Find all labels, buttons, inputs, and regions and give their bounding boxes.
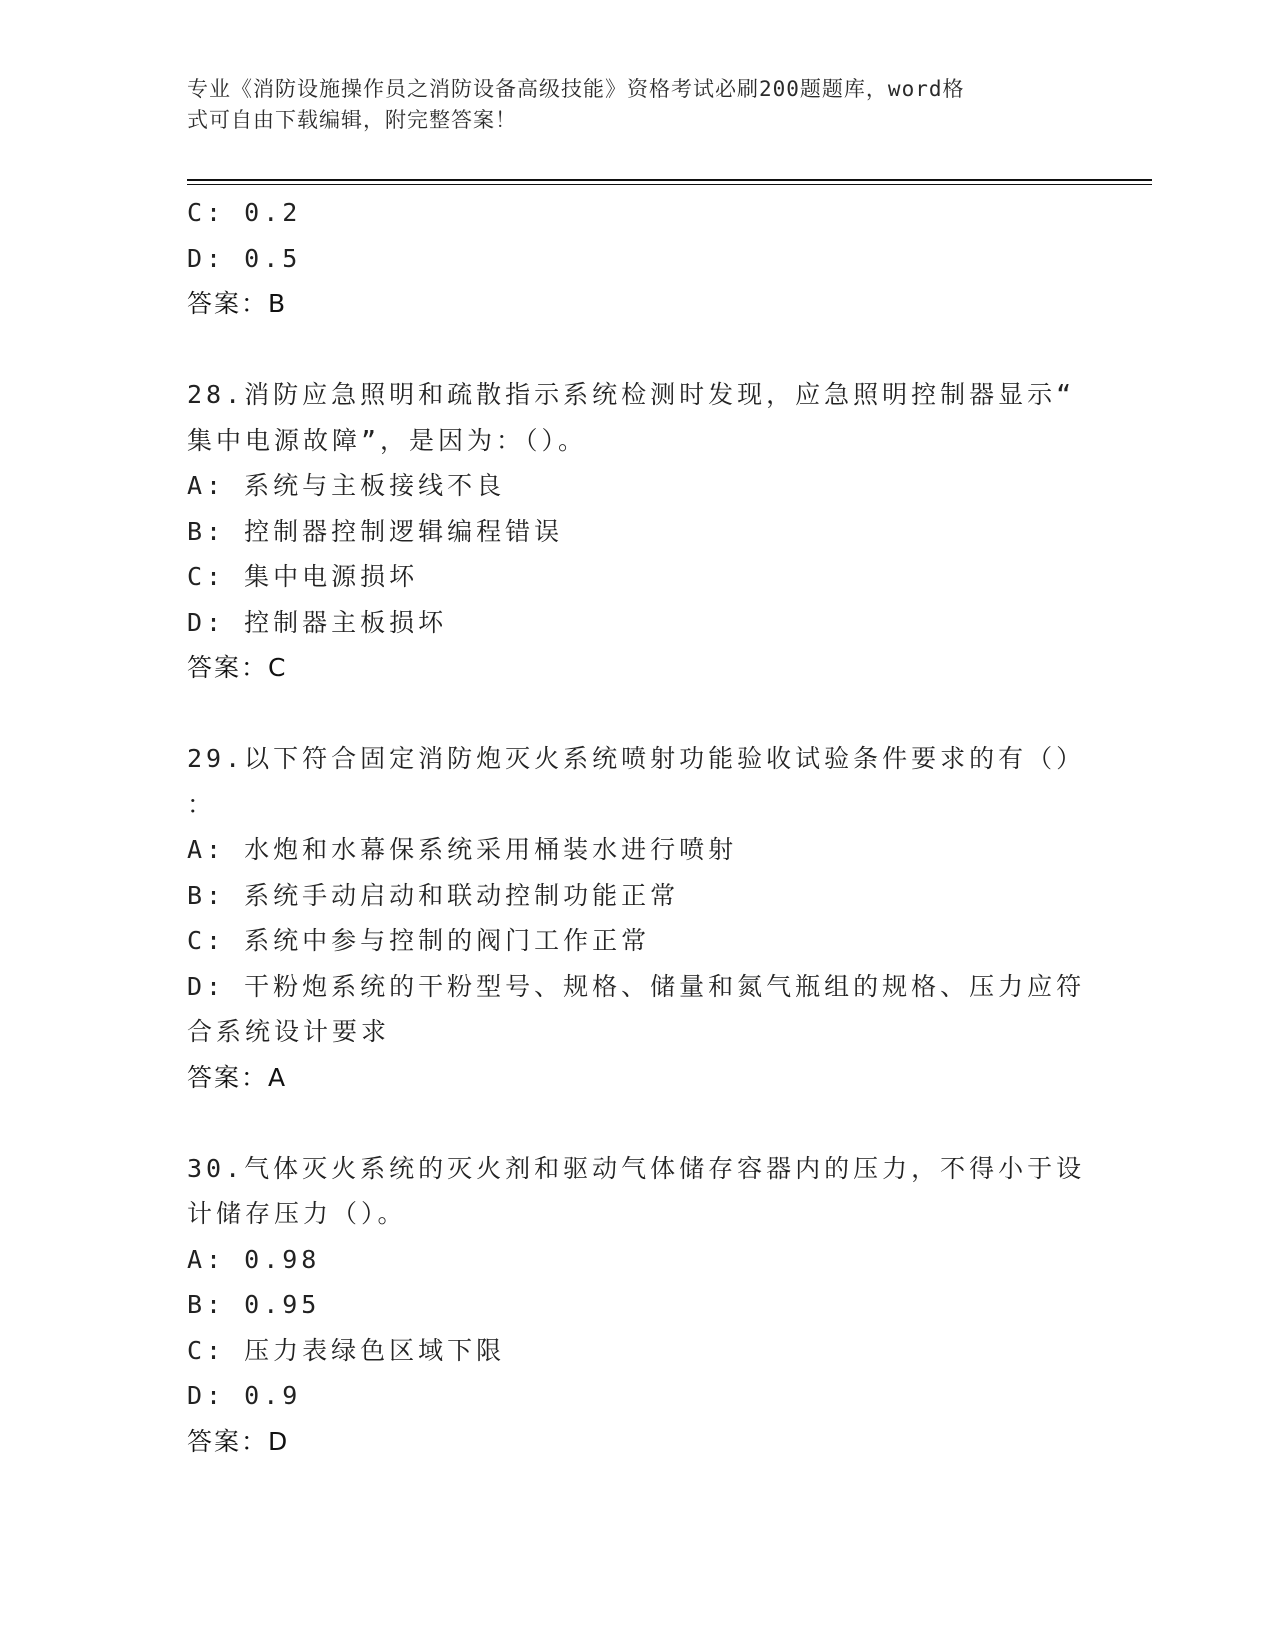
question-stem-continued: 集中电源故障”，是因为：（）。 — [187, 425, 588, 455]
question-gap — [187, 327, 1087, 373]
option-a: A: 水炮和水幕保系统采用桶装水进行喷射 — [187, 835, 738, 864]
option-b: B: 控制器控制逻辑编程错误 — [187, 516, 564, 546]
option-c: C: 系统中参与控制的阀门工作正常 — [187, 926, 651, 955]
option-d: D: 0.9 — [187, 1381, 302, 1410]
answer-line: 答案：C — [187, 653, 288, 682]
question-27-continued — [187, 190, 1087, 327]
question-gap — [187, 1100, 1087, 1146]
answer-line: 答案：D — [187, 1426, 290, 1456]
option-c: C: 集中电源损坏 — [187, 562, 419, 591]
option-a: A: 系统与主板接线不良 — [187, 471, 506, 500]
question-30 — [187, 1146, 1087, 1465]
option-d: D: 0.5 — [187, 243, 302, 273]
question-29 — [187, 736, 1087, 1100]
question-stem: 30.气体灭火系统的灭火剂和驱动气体储存容器内的压力，不得小于设 — [187, 1153, 1086, 1183]
header-divider-thin — [187, 184, 1152, 185]
option-d: D: 干粉炮系统的干粉型号、规格、储量和氮气瓶组的规格、压力应符 — [187, 971, 1086, 1001]
answer-line: 答案：B — [187, 289, 288, 318]
option-d: D: 控制器主板损坏 — [187, 607, 448, 637]
question-stem: 29.以下符合固定消防炮灭火系统喷射功能验收试验条件要求的有（） — [187, 744, 1086, 773]
option-d-continued: 合系统设计要求 — [187, 1017, 391, 1046]
answer-line: 答案：A — [187, 1062, 288, 1092]
question-list — [187, 190, 1087, 1464]
option-b: B: 系统手动启动和联动控制功能正常 — [187, 880, 680, 910]
option-c: C: 压力表绿色区域下限 — [187, 1335, 506, 1365]
option-b: B: 0.95 — [187, 1290, 321, 1319]
option-a: A: 0.98 — [187, 1244, 321, 1274]
header-line-2: 式可自由下载编辑，附完整答案！ — [187, 108, 517, 132]
document-header — [187, 74, 1067, 136]
header-divider-thick — [187, 179, 1152, 181]
question-stem: 28.消防应急照明和疏散指示系统检测时发现，应急照明控制器显示“ — [187, 380, 1076, 409]
question-stem-continued: ： — [187, 789, 217, 819]
option-c: C: 0.2 — [187, 198, 302, 227]
question-stem-continued: 计储存压力（）。 — [187, 1199, 407, 1228]
question-gap — [187, 691, 1087, 737]
header-line-1: 专业《消防设施操作员之消防设备高级技能》资格考试必刷200题题库，word格 — [187, 77, 965, 101]
question-28 — [187, 372, 1087, 691]
